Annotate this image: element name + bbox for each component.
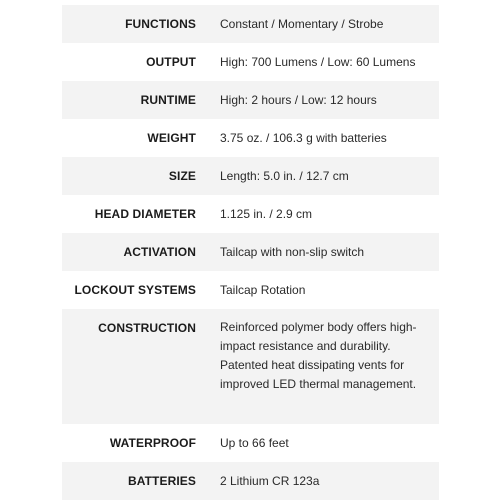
spec-value: Tailcap with non-slip switch — [220, 244, 365, 259]
spec-row-weight — [62, 119, 439, 157]
spec-label: LOCKOUT SYSTEMS — [74, 283, 196, 297]
spec-label: FUNCTIONS — [125, 17, 196, 31]
spec-value: 3.75 oz. / 106.3 g with batteries — [220, 130, 387, 145]
spec-label: HEAD DIAMETER — [94, 207, 196, 221]
spec-value: High: 2 hours / Low: 12 hours — [220, 92, 377, 107]
spec-label: OUTPUT — [146, 55, 196, 69]
spec-row-waterproof — [62, 424, 439, 462]
spec-row-head-diameter — [62, 195, 439, 233]
spec-row-functions — [62, 5, 439, 43]
spec-value: Reinforced polymer body offers high-impact resistance and durability. Patented heat dissipating vents for improved LED thermal management. — [220, 320, 417, 391]
spec-label: BATTERIES — [127, 474, 196, 488]
spec-label: WEIGHT — [147, 131, 196, 145]
spec-value: Tailcap Rotation — [220, 282, 306, 297]
spec-value: Up to 66 feet — [220, 435, 289, 450]
spec-value: Constant / Momentary / Strobe — [220, 16, 384, 31]
spec-label: ACTIVATION — [123, 245, 196, 259]
spec-row-runtime — [62, 81, 439, 119]
spec-row-activation — [62, 233, 439, 271]
spec-row-lockout-systems — [62, 271, 439, 309]
spec-label: WATERPROOF — [109, 436, 196, 450]
spec-row-output — [62, 43, 439, 81]
spec-row-construction — [62, 309, 439, 424]
spec-value: 2 Lithium CR 123a — [220, 473, 320, 488]
spec-label: CONSTRUCTION — [98, 321, 196, 335]
spec-value: 1.125 in. / 2.9 cm — [220, 206, 313, 221]
spec-row-batteries — [62, 462, 439, 500]
spec-row-size — [62, 157, 439, 195]
spec-value: High: 700 Lumens / Low: 60 Lumens — [220, 54, 416, 69]
spec-table — [62, 5, 439, 500]
spec-label: SIZE — [168, 169, 196, 183]
spec-value: Length: 5.0 in. / 12.7 cm — [220, 168, 349, 183]
spec-label: RUNTIME — [140, 93, 196, 107]
